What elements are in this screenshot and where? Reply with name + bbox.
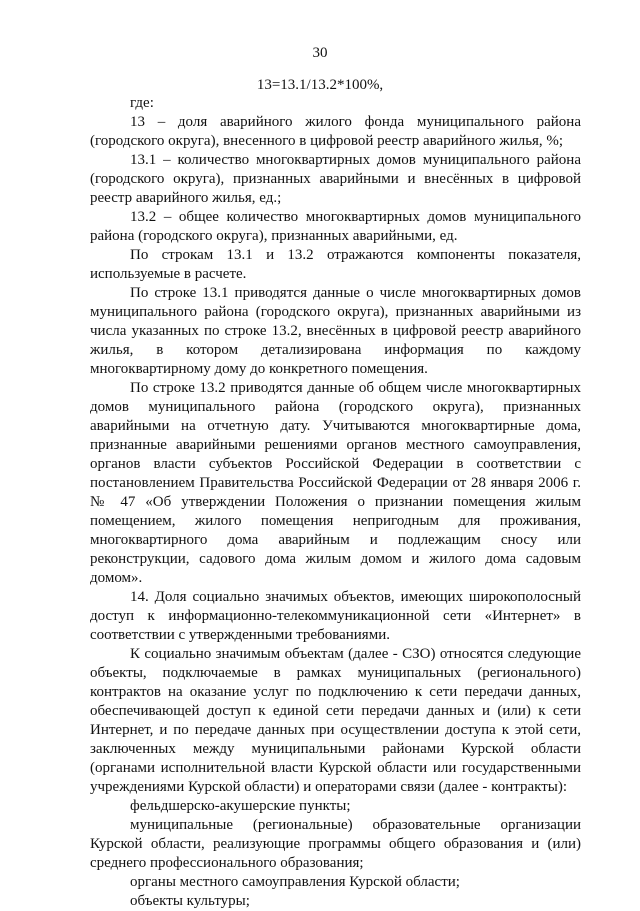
page-number: 30 <box>312 45 328 61</box>
paragraph-where: где: <box>130 95 154 111</box>
paragraph-definition-13: 13 – доля аварийного жилого фонда муниципального района (городского округа), внесенного в цифровой реестр аварийного жилья, %; <box>90 114 581 149</box>
list-item-education: муниципальные (региональные) образовательные организации Курской области, реализующие программы общего образования и (или) среднего профессионального образования; <box>90 817 581 871</box>
list-item-local-government: органы местного самоуправления Курской области; <box>130 874 460 890</box>
list-item-culture: объекты культуры; <box>130 893 250 909</box>
paragraph-definition-13-2: 13.2 – общее количество многоквартирных домов муниципального района (городского округа), признанных аварийными, ед. <box>90 209 581 244</box>
formula: 13=13.1/13.2*100%, <box>256 77 384 93</box>
paragraph-components: По строкам 13.1 и 13.2 отражаются компоненты показателя, используемые в расчете. <box>90 247 581 282</box>
paragraph-definition-13-1: 13.1 – количество многоквартирных домов муниципального района (городского округа), признанных аварийными и внесённых в цифровой реестр аварийного жилья, ед.; <box>90 152 581 206</box>
paragraph-szo-definition: К социально значимым объектам (далее - СЗО) относятся следующие объекты, подключаемые в рамках муниципальных (регионального) контрактов на оказание услуг по подключению к сети передачи данных, обеспечивающей доступ к единой сети передачи данных и (или) к сети Интернет, и по передаче данных при осуществлении доступа к этой сети, заключенных между муниципальными районами Курской области (органами исполнительной власти Курской области или государственными учреждениями Курской области) и операторами связи (далее - контракты): <box>90 646 581 795</box>
paragraph-row-13-1: По строке 13.1 приводятся данные о числе многоквартирных домов муниципального района (городского округа), признанных аварийными из числа указанных по строке 13.2, внесённых в цифровой реестр аварийного жилья, в котором детализирована информация по каждому многоквартирному дому до конкретного помещения. <box>90 285 581 377</box>
paragraph-row-13-2: По строке 13.2 приводятся данные об общем числе многоквартирных домов муниципального района (городского округа), признанных аварийными на отчетную дату. Учитываются многоквартирные дома, признанные аварийными решениями органов местного самоуправления, органов власти субъектов Российской Федерации в соответствии с постановлением Правительства Российской Федерации от 28 января 2006 г. № 47 «Об утверждении Положения о признании помещения жилым помещением, жилого помещения непригодным для проживания, многоквартирного дома аварийным и подлежащим сносу или реконструкции, садового дома жилым домом и жилого дома садовым домом». <box>90 380 581 586</box>
list-item-fap: фельдшерско-акушерские пункты; <box>130 798 351 814</box>
paragraph-indicator-14: 14. Доля социально значимых объектов, имеющих широкополосный доступ к информационно-телекоммуникационной сети «Интернет» в соответствии с утвержденными требованиями. <box>90 589 581 643</box>
document-body <box>90 94 581 911</box>
